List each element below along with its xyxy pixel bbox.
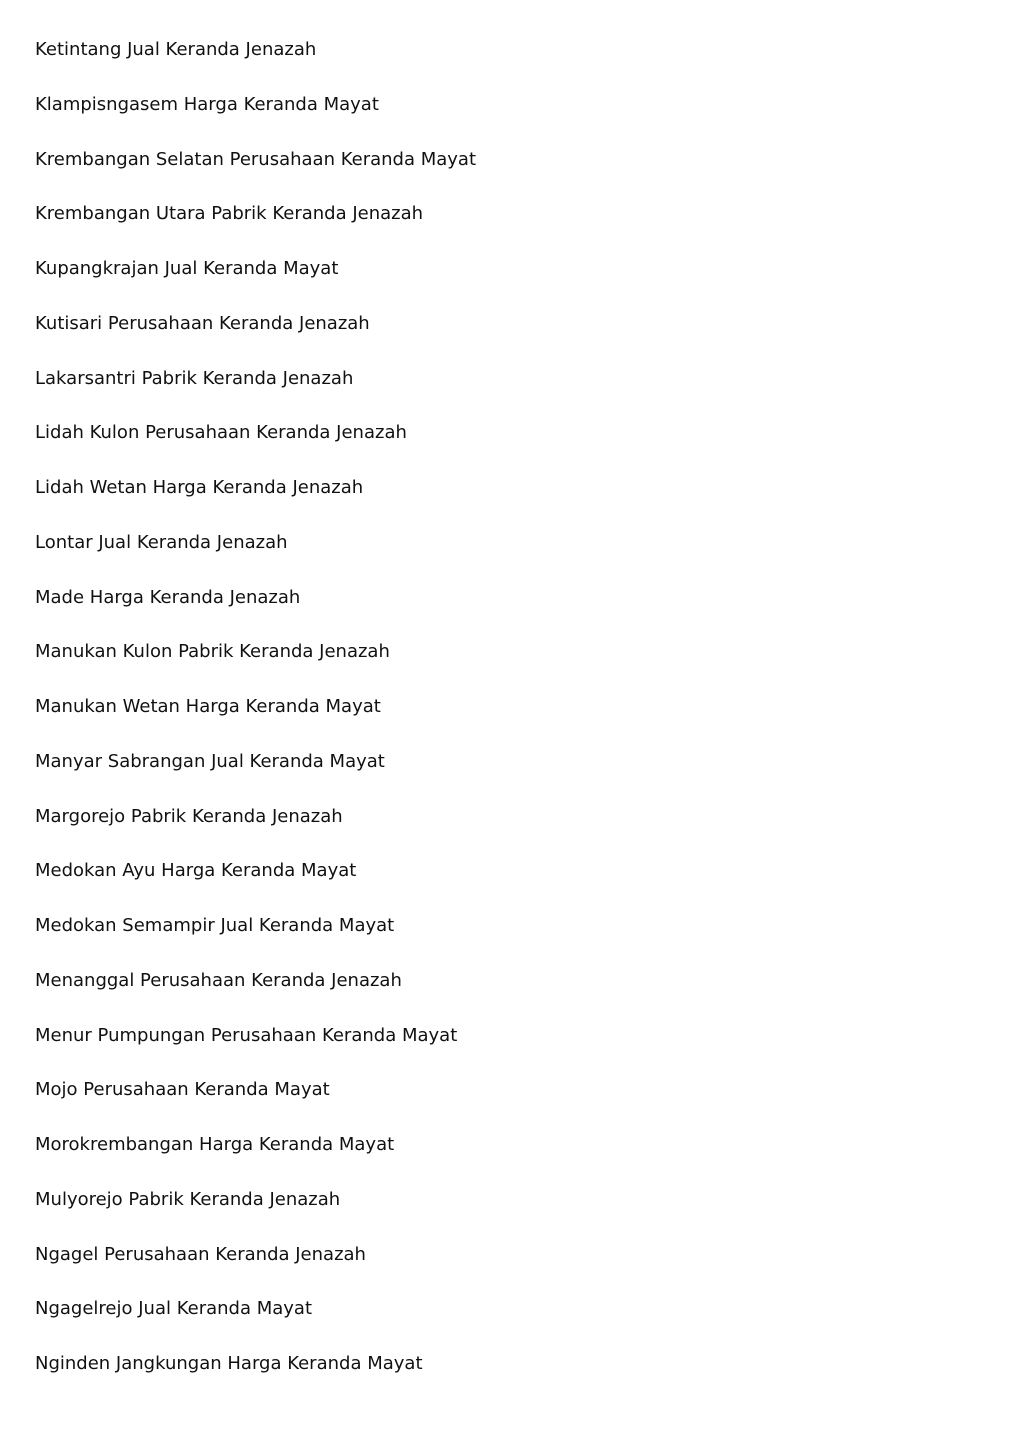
list-item: Menur Pumpungan Perusahaan Keranda Mayat — [35, 1024, 458, 1046]
list-item: Ketintang Jual Keranda Jenazah — [35, 39, 317, 60]
list-item: Mulyorejo Pabrik Keranda Jenazah — [35, 1188, 341, 1210]
list-item: Mojo Perusahaan Keranda Mayat — [35, 1079, 330, 1101]
list-item: Krembangan Selatan Perusahaan Keranda Mayat — [35, 148, 477, 170]
list-item: Lakarsantri Pabrik Keranda Jenazah — [35, 367, 354, 389]
list-item: Morokrembangan Harga Keranda Mayat — [35, 1134, 395, 1155]
list-item: Ngagelrejo Jual Keranda Mayat — [35, 1298, 313, 1320]
list-item: Medokan Ayu Harga Keranda Mayat — [35, 860, 357, 882]
list-item: Manyar Sabrangan Jual Keranda Mayat — [35, 750, 385, 772]
list-item: Nginden Jangkungan Harga Keranda Mayat — [35, 1353, 423, 1374]
list-item: Lidah Kulon Perusahaan Keranda Jenazah — [35, 422, 407, 444]
list-item: Kupangkrajan Jual Keranda Mayat — [35, 258, 339, 279]
list-item: Manukan Wetan Harga Keranda Mayat — [35, 696, 381, 717]
list-item: Krembangan Utara Pabrik Keranda Jenazah — [35, 203, 424, 225]
text-list — [35, 38, 476, 1407]
list-item: Klampisngasem Harga Keranda Mayat — [35, 93, 379, 115]
list-item: Ngagel Perusahaan Keranda Jenazah — [35, 1243, 366, 1265]
list-item: Manukan Kulon Pabrik Keranda Jenazah — [35, 641, 390, 663]
list-item: Margorejo Pabrik Keranda Jenazah — [35, 805, 343, 827]
list-item: Menanggal Perusahaan Keranda Jenazah — [35, 969, 402, 991]
list-item: Lontar Jual Keranda Jenazah — [35, 531, 288, 553]
list-item: Lidah Wetan Harga Keranda Jenazah — [35, 477, 364, 498]
list-item: Kutisari Perusahaan Keranda Jenazah — [35, 312, 370, 334]
list-item: Medokan Semampir Jual Keranda Mayat — [35, 915, 395, 936]
list-item: Made Harga Keranda Jenazah — [35, 586, 301, 608]
